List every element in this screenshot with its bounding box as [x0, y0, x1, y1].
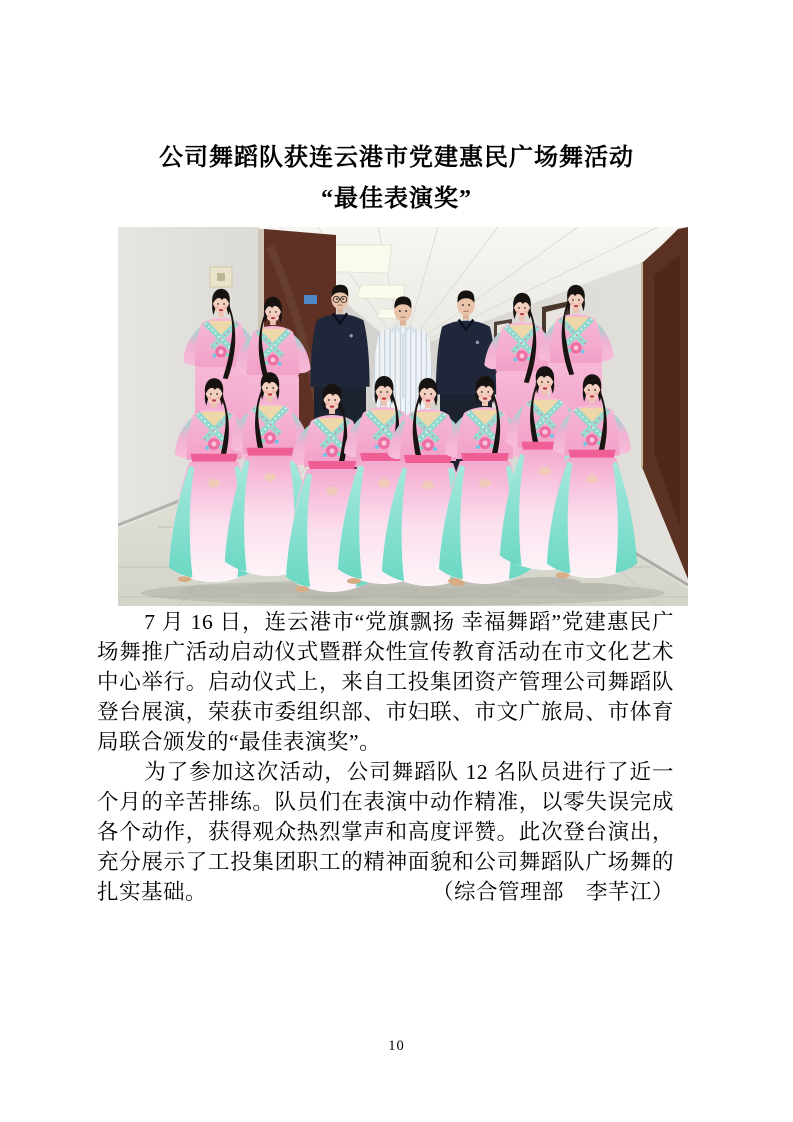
article-paragraph-1 — [97, 607, 674, 757]
article-title-line1: 公司舞蹈队获连云港市党建惠民广场舞活动 — [159, 145, 634, 171]
paragraph-2-text: 为了参加这次活动，公司舞蹈队 12 名队员进行了近一个月的辛苦排练。队员们在表演中动作精准，以零失误完成各个动作，获得观众热烈掌声和高度评赞。此次登台演出，充分展示了工投集团职工的精神面貌和公司舞蹈队广场舞的扎实基础。 — [97, 760, 674, 904]
paragraph-1-text: 7 月 16 日，连云港市“党旗飘扬 幸福舞蹈”党建惠民广场舞推广活动启动仪式暨群众性宣传教育活动在市文化艺术中心举行。启动仪式上，来自工投集团资产管理公司舞蹈队登台展演，荣获市委组织部、市妇联、市文广旅局、市体育局联合颁发的“最佳表演奖”。 — [97, 610, 674, 754]
article-paragraph-2 — [97, 757, 674, 907]
group-photo — [118, 227, 688, 606]
utility-box-panel — [217, 273, 225, 281]
article-attribution: （综合管理部 李芊江） — [431, 880, 674, 904]
page-number: 10 — [388, 1038, 405, 1054]
article-title — [48, 138, 745, 220]
wall-sign — [304, 295, 317, 304]
article-body — [97, 607, 674, 907]
article-title-line2: “最佳表演奖” — [321, 186, 472, 212]
